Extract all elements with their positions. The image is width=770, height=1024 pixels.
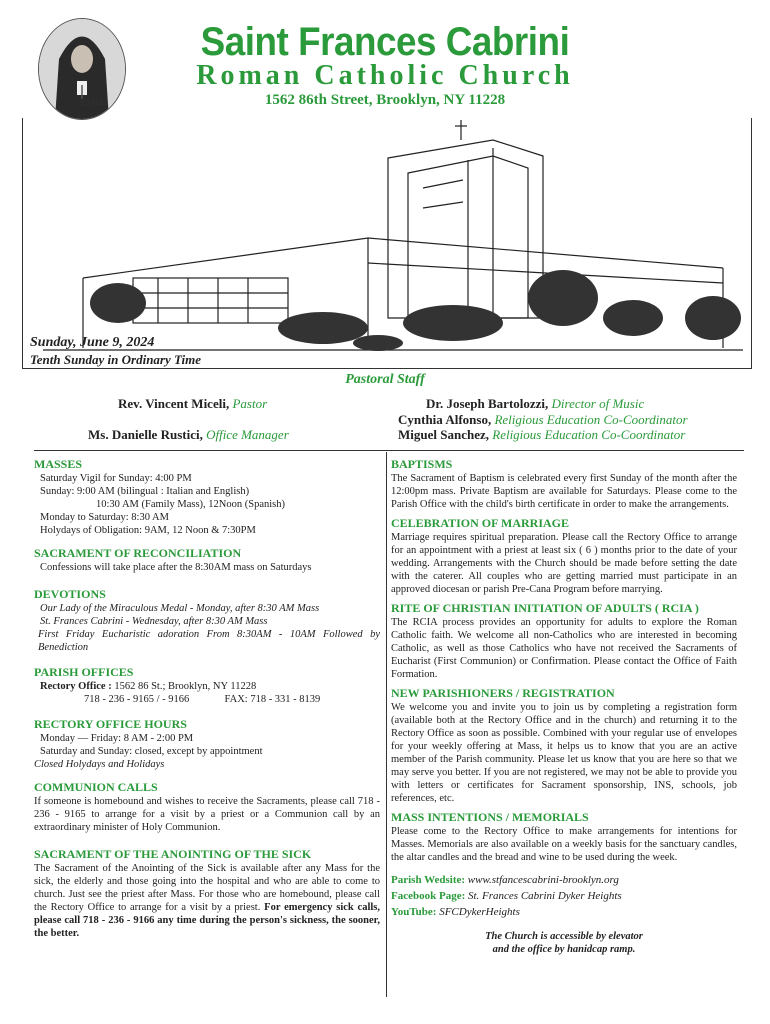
mass-time: Holydays of Obligation: 9AM, 12 Noon & 7:30PM [40, 525, 256, 536]
marriage-heading: CELEBRATION OF MARRIAGE [391, 516, 570, 530]
mass-time: Sunday: 9:00 AM (bilingual : Italian and English) [40, 486, 250, 497]
devotion-item: St. Frances Cabrini - Wednesday, after 8:30 AM Mass [40, 616, 268, 627]
pastoral-staff-heading: Pastoral Staff [345, 372, 425, 387]
mass-intentions-text: Please come to the Rectory Office to make arrangements for intentions for Masses. Memorials are also available on a weekly basis for the sanctuary candles, the altar candles and the bread and wine to be used during the week. [391, 826, 737, 863]
mass-time: 10:30 AM (Family Mass), 12Noon (Spanish) [96, 499, 285, 510]
anointing-emergency: For emergency sick calls, please call 718 - 236 - 9166 any time during the person's sickness, the sooner, the better. [34, 902, 381, 939]
re-coordinator-2-line [398, 427, 685, 443]
youtube-link[interactable]: SFCDykerHeights [439, 906, 520, 918]
facebook-page [391, 888, 737, 904]
music-director-name: Dr. Joseph Bartolozzi, [426, 396, 549, 411]
accessibility-note-1: The Church is accessible by elevator [485, 931, 643, 942]
rcia-text: The RCIA process provides an opportunity for adults to explore the Roman Catholic faith. We welcome all non-Catholics who are interested in becoming Catholic, as well as those Catholics who have not received the Sacraments of Eucharist (First Communion) or Confirmation. Please contact the Office of Faith Formation. [391, 617, 737, 680]
re-coordinator-2-name: Miguel Sanchez, [398, 427, 489, 442]
office-hours-line: Monday — Friday: 8 AM - 2:00 PM [40, 733, 194, 744]
facebook-link[interactable]: St. Frances Cabrini Dyker Heights [467, 890, 622, 902]
rectory-fax: FAX: 718 - 331 - 8139 [224, 694, 321, 705]
column-divider [386, 452, 387, 997]
mass-intentions-heading: MASS INTENTIONS / MEMORIALS [391, 810, 589, 824]
reconciliation-text: Confessions will take place after the 8:30AM mass on Saturdays [40, 562, 312, 573]
anointing-heading: SACRAMENT OF THE ANOINTING OF THE SICK [34, 847, 312, 861]
rcia-heading: RITE OF CHRISTIAN INITIATION OF ADULTS ( RCIA ) [391, 601, 699, 615]
music-director-role: Director of Music [551, 396, 645, 411]
devotion-item: First Friday Eucharistic adoration From 8:30AM - 10AM Followed by Benediction [38, 629, 380, 653]
reconciliation-heading: SACRAMENT OF RECONCILIATION [34, 546, 242, 560]
marriage-text: Marriage requires spiritual preparation. Please call the Rectory Office to arrange for an appointment with a priest at least six ( 6 ) months prior to the date of your wedding. Arrangements with the Church should be made before setting the date with the caterer. All couples who are getting married must participate in an approved diocesan or parish Pre-Cana Program before marrying. [391, 532, 737, 595]
rectory-office-street: 1562 86 St.; Brooklyn, NY 11228 [114, 681, 257, 692]
office-hours-heading: RECTORY OFFICE HOURS [34, 717, 187, 731]
rectory-phone: 718 - 236 - 9165 / - 9166 [84, 694, 190, 705]
header-divider [34, 450, 744, 451]
office-hours-line: Saturday and Sunday: closed, except by appointment [40, 746, 263, 757]
youtube-label: YouTube: [391, 906, 437, 918]
website-label: Parish Wedsite: [391, 874, 466, 886]
parish-website [391, 872, 737, 888]
new-parishioners-heading: NEW PARISHIONERS / REGISTRATION [391, 686, 615, 700]
office-manager-name: Ms. Danielle Rustici, [88, 427, 203, 442]
mass-time: Monday to Saturday: 8:30 AM [40, 512, 169, 523]
website-link[interactable]: www.stfancescabrini-brooklyn.org [467, 874, 619, 886]
liturgical-day: Tenth Sunday in Ordinary Time [30, 352, 201, 367]
rectory-office-address [34, 680, 380, 693]
church-subtitle: Roman Catholic Church [196, 60, 574, 91]
office-manager-role: Office Manager [206, 427, 289, 442]
office-hours-closed: Closed Holydays and Holidays [34, 759, 165, 770]
right-column [391, 456, 737, 956]
devotion-item: Our Lady of the Miraculous Medal - Monday, after 8:30 AM Mass [40, 603, 320, 614]
rectory-office-label: Rectory Office : [40, 681, 112, 692]
re-coordinator-2-role: Religious Education Co-Coordinator [492, 427, 686, 442]
new-parishioners-text: We welcome you and invite you to join us by completing a registration form (available both at the Rectory Office and in the church) and returning it to the Rectory Office as soon as possible. Combined with your regular use of envelopes for your weekly offering at Mass, it helps us to know that you are an active member of the Parish community. Please let us know that you are here so that we may serve you better. If you are not registered, we may not be able to provide you with letters or certificates for Sacrament sponsorship, INS, schools, job references, etc. [391, 702, 737, 804]
bulletin-date: Sunday, June 9, 2024 [30, 335, 155, 350]
music-director-line [426, 396, 644, 412]
church-illustration-frame [22, 118, 752, 369]
masses-heading: MASSES [34, 457, 83, 471]
pastor-name: Rev. Vincent Miceli, [118, 396, 230, 411]
facebook-label: Facebook Page: [391, 890, 466, 902]
communion-calls-text: If someone is homebound and wishes to receive the Sacraments, please call 718 - 236 - 9165 to arrange for a visit by a priest or a Communion call by an extraordinary minister of Holy Communion. [34, 796, 380, 833]
rectory-office-phones [34, 693, 380, 706]
re-coordinator-1-role: Religious Education Co-Coordinator [494, 412, 688, 427]
communion-calls-heading: COMMUNION CALLS [34, 780, 158, 794]
mass-time: Saturday Vigil for Sunday: 4:00 PM [40, 473, 192, 484]
church-address: 1562 86th Street, Brooklyn, NY 11228 [264, 92, 506, 108]
anointing-text [34, 862, 380, 940]
re-coordinator-1-line [398, 412, 688, 428]
baptisms-heading: BAPTISMS [391, 457, 453, 471]
devotions-heading: DEVOTIONS [34, 587, 106, 601]
accessibility-note-2: and the office by hanidcap ramp. [492, 944, 636, 955]
church-drawing [23, 118, 751, 368]
office-manager-line [88, 427, 289, 443]
copyright-label: (C) M.CL [80, 100, 109, 107]
youtube-channel [391, 904, 737, 920]
pastor-role: Pastor [232, 396, 268, 411]
baptisms-text: The Sacrament of Baptism is celebrated every first Sunday of the month after the 12:00pm mass. Private Baptism are available for Saturdays. Please come to the Parish Office with the child's birth certificate in order to make the arrangements. [391, 473, 737, 510]
left-column [34, 456, 380, 940]
church-title: Saint Frances Cabrini [200, 20, 570, 64]
re-coordinator-1-name: Cynthia Alfonso, [398, 412, 492, 427]
pastor-line [118, 396, 267, 412]
parish-offices-heading: PARISH OFFICES [34, 665, 134, 679]
anointing-body: The Sacrament of the Anointing of the Sick is available after any Mass for the sick, the elderly and those going into the hospital and who are able to come to church. Just see the priest after Mass. For those who are homebound, please call the Rectory Office to arrange for a visit by a priest. [34, 863, 380, 913]
